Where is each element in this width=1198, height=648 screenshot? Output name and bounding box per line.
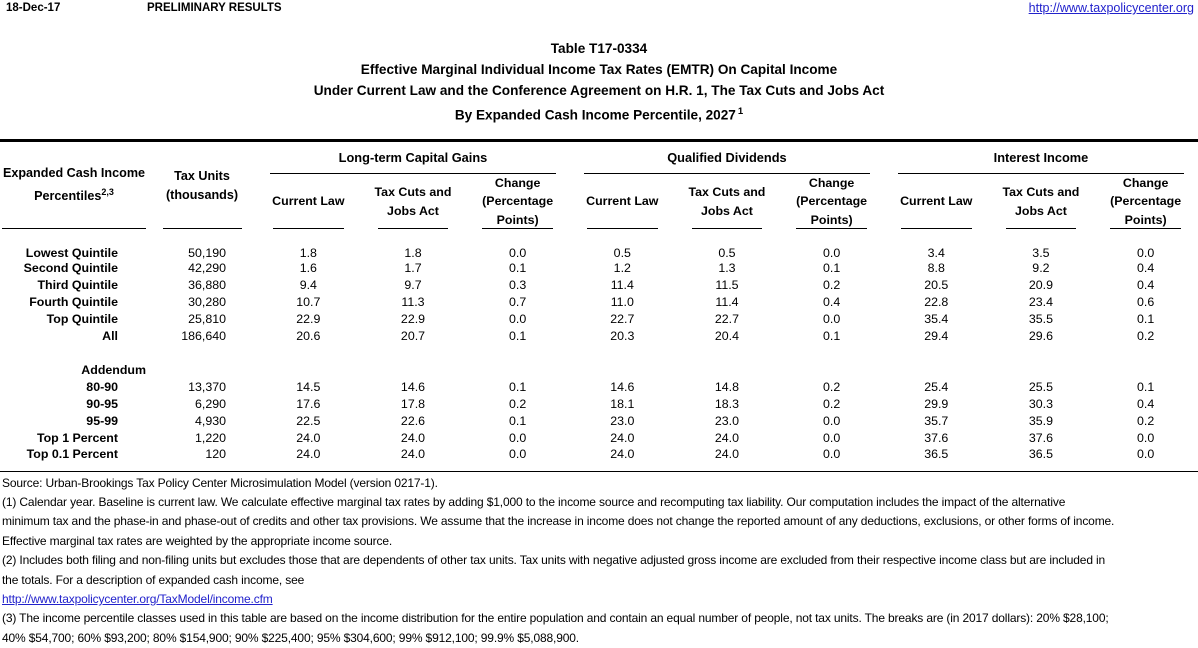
percentiles-footnote-marker: 2,3 xyxy=(101,187,114,198)
group-header-long-term-capital-gains: Long-term Capital Gains xyxy=(256,142,570,174)
value-cell: 14.6 xyxy=(610,380,635,395)
footnote-line: (1) Calendar year. Baseline is current law. We calculate effective marginal tax rates by adding $1,000 to the income source and recomputing tax liability. Our computation includes the impact of the alternative xyxy=(2,494,1066,509)
value-cell: 0.2 xyxy=(822,397,841,412)
value-cell: 9.4 xyxy=(299,278,317,293)
footnote-line: minimum tax and the phase-in and phase-out of credits and other tax provisions. We assume that the increase in income does not change the reported amount of any deductions, exclusions, or other forms of income. xyxy=(2,514,1115,529)
tax-units-cell: 120 xyxy=(205,446,226,461)
section-row xyxy=(0,362,1198,379)
row-label: Third Quintile xyxy=(37,278,118,293)
value-cell: 11.0 xyxy=(610,295,634,310)
value-cell: 1.6 xyxy=(299,261,317,276)
value-cell: 18.3 xyxy=(714,397,740,412)
value-cell: 37.6 xyxy=(924,431,949,446)
value-cell: 8.8 xyxy=(927,261,945,276)
column-header-tax-units: Tax Units (thousands) xyxy=(148,142,256,230)
value-cell: 20.7 xyxy=(400,329,426,344)
value-cell: 0.0 xyxy=(1137,245,1155,260)
footnote-line: Effective marginal tax rates are weighted by the appropriate income source. xyxy=(2,533,393,548)
value-cell: 0.0 xyxy=(822,245,841,260)
value-cell: 0.4 xyxy=(1137,397,1155,412)
value-cell: 35.4 xyxy=(924,312,949,327)
table-row xyxy=(0,379,1198,396)
column-header-interest-income-change: Change (Percentage Points) xyxy=(1110,175,1182,227)
value-cell: 0.1 xyxy=(509,414,527,429)
value-cell: 0.2 xyxy=(822,278,841,293)
group-header-qualified-dividends: Qualified Dividends xyxy=(570,142,884,174)
value-cell: 0.0 xyxy=(509,446,527,461)
header-underline xyxy=(2,228,146,229)
value-cell: 17.6 xyxy=(296,397,321,412)
column-header-long-term-capital-gains-current-law: Current Law xyxy=(256,174,361,230)
table-row xyxy=(0,260,1198,277)
value-cell: 37.6 xyxy=(1028,431,1053,446)
tax-units-cell: 25,810 xyxy=(188,312,226,327)
value-cell: 0.0 xyxy=(509,312,527,327)
row-label: Top Quintile xyxy=(46,312,118,327)
value-cell: 22.9 xyxy=(400,312,426,327)
value-cell: 0.1 xyxy=(509,380,527,395)
emtr-data-table xyxy=(0,142,1198,472)
value-cell: 0.2 xyxy=(509,397,527,412)
value-cell: 0.1 xyxy=(1137,380,1155,395)
value-cell: 22.6 xyxy=(400,414,426,429)
row-label: Fourth Quintile xyxy=(29,295,118,310)
value-cell: 0.0 xyxy=(509,431,527,446)
header-underline xyxy=(482,228,553,229)
income-definition-link[interactable]: http://www.taxpolicycenter.org/TaxModel/income.cfm xyxy=(2,591,273,606)
row-label: 90-95 xyxy=(86,397,118,412)
tax-units-cell: 4,930 xyxy=(194,414,226,429)
value-cell: 0.0 xyxy=(822,414,841,429)
table-row xyxy=(0,277,1198,294)
value-cell: 0.0 xyxy=(1137,431,1155,446)
value-cell: 23.4 xyxy=(1028,295,1053,310)
table-row xyxy=(0,311,1198,328)
value-cell: 24.0 xyxy=(610,446,635,461)
preliminary-results-label: PRELIMINARY RESULTS xyxy=(147,2,282,14)
source-line: Source: Urban-Brookings Tax Policy Center Microsimulation Model (version 0217-1). xyxy=(2,475,438,490)
value-cell: 1.2 xyxy=(613,261,631,276)
row-label: 95-99 xyxy=(86,414,118,429)
value-cell: 0.1 xyxy=(509,261,527,276)
header-underline xyxy=(273,228,344,229)
value-cell: 0.4 xyxy=(822,295,841,310)
footnotes-block xyxy=(0,474,1198,648)
value-cell: 30.3 xyxy=(1028,397,1053,412)
value-cell: 0.6 xyxy=(1137,295,1155,310)
value-cell: 0.1 xyxy=(1137,312,1155,327)
value-cell: 0.0 xyxy=(822,312,841,327)
value-cell: 0.7 xyxy=(509,295,527,310)
tax-units-cell: 1,220 xyxy=(194,431,226,446)
table-row xyxy=(0,396,1198,413)
row-label: Second Quintile xyxy=(23,261,118,276)
value-cell: 36.5 xyxy=(1028,446,1053,461)
value-cell: 11.5 xyxy=(715,278,739,293)
footnote-line: (3) The income percentile classes used in this table are based on the income distribution for the entire population and contain an equal number of people, not tax units. The breaks are (in 2017 dollars): 20% $28,100; xyxy=(2,611,1109,626)
tax-units-cell: 42,290 xyxy=(188,261,226,276)
value-cell: 0.1 xyxy=(822,329,841,344)
header-underline xyxy=(587,228,658,229)
value-cell: 0.2 xyxy=(822,380,841,395)
value-cell: 22.8 xyxy=(924,295,949,310)
tax-units-cell: 186,640 xyxy=(181,329,226,344)
table-row xyxy=(0,328,1198,345)
value-cell: 14.5 xyxy=(296,380,321,395)
value-cell: 35.9 xyxy=(1028,414,1053,429)
table-title-line-2: Under Current Law and the Conference Agreement on H.R. 1, The Tax Cuts and Jobs Act xyxy=(313,83,885,98)
footnote-line: the totals. For a description of expanded cash income, see xyxy=(2,572,305,587)
value-cell: 0.3 xyxy=(509,278,527,293)
value-cell: 11.4 xyxy=(610,278,634,293)
footnote-line: 40% $54,700; 60% $93,200; 80% $154,900; 90% $225,400; 95% $304,600; 99% $912,100; 99.9% $5,088,900. xyxy=(2,630,579,645)
value-cell: 29.6 xyxy=(1028,329,1053,344)
column-header-qualified-dividends-current-law: Current Law xyxy=(570,174,675,230)
header-underline xyxy=(163,228,242,229)
taxpolicycenter-link[interactable]: http://www.taxpolicycenter.org xyxy=(1028,1,1194,15)
value-cell: 22.5 xyxy=(296,414,321,429)
value-cell: 0.0 xyxy=(509,245,527,260)
column-header-percentiles: Expanded Cash Income Percentiles$^{2,3}$ xyxy=(0,142,148,230)
table-body xyxy=(0,230,1198,472)
value-cell: 0.2 xyxy=(1137,329,1155,344)
value-cell: 10.7 xyxy=(296,295,321,310)
row-label: Top 1 Percent xyxy=(36,431,118,446)
value-cell: 24.0 xyxy=(714,446,740,461)
value-cell: 20.4 xyxy=(714,329,740,344)
column-header-qualified-dividends-change: Change (Percentage Points) xyxy=(796,175,868,227)
value-cell: 14.6 xyxy=(400,380,426,395)
value-cell: 20.6 xyxy=(296,329,321,344)
value-cell: 23.0 xyxy=(610,414,635,429)
tax-units-cell: 50,190 xyxy=(188,245,226,260)
report-date: 18-Dec-17 xyxy=(6,2,61,14)
value-cell: 24.0 xyxy=(296,446,321,461)
table-row xyxy=(0,430,1198,447)
header-underline xyxy=(901,228,972,229)
value-cell: 23.0 xyxy=(714,414,740,429)
value-cell: 0.1 xyxy=(509,329,527,344)
value-cell: 11.3 xyxy=(401,295,425,310)
addendum-label: Addendum xyxy=(81,363,146,378)
value-cell: 29.4 xyxy=(924,329,949,344)
header-underline xyxy=(1006,228,1077,229)
value-cell: 0.5 xyxy=(718,245,736,260)
row-label: 80-90 xyxy=(86,380,118,395)
title-footnote-marker: 1 xyxy=(737,106,744,117)
group-header-interest-income: Interest Income xyxy=(884,142,1198,174)
value-cell: 20.9 xyxy=(1028,278,1053,293)
column-header-long-term-capital-gains-change: Change (Percentage Points) xyxy=(482,175,554,227)
value-cell: 1.8 xyxy=(404,245,422,260)
table-title-block xyxy=(0,38,1198,126)
value-cell: 36.5 xyxy=(924,446,949,461)
value-cell: 0.4 xyxy=(1137,278,1155,293)
value-cell: 22.9 xyxy=(296,312,321,327)
column-header-long-term-capital-gains-tax-cuts-and-jobs-act: Tax Cuts and Jobs Act xyxy=(361,174,466,230)
value-cell: 22.7 xyxy=(610,312,635,327)
value-cell: 22.7 xyxy=(714,312,740,327)
value-cell: 14.8 xyxy=(714,380,740,395)
value-cell: 0.4 xyxy=(1137,261,1155,276)
value-cell: 3.4 xyxy=(927,245,945,260)
value-cell: 24.0 xyxy=(400,431,426,446)
value-cell: 11.4 xyxy=(715,295,739,310)
table-row xyxy=(0,447,1198,472)
value-cell: 0.0 xyxy=(822,446,841,461)
value-cell: 20.3 xyxy=(610,329,635,344)
value-cell: 25.5 xyxy=(1028,380,1053,395)
row-label: All xyxy=(102,329,118,344)
value-cell: 0.0 xyxy=(822,431,841,446)
header-underline xyxy=(796,228,867,229)
value-cell: 35.7 xyxy=(924,414,949,429)
table-row xyxy=(0,413,1198,430)
tax-units-cell: 30,280 xyxy=(188,295,226,310)
footnote-line: (2) Includes both filing and non-filing units but excludes those that are dependents of other tax units. Tax units with negative adjusted gross income are excluded from their respective income class but are included in xyxy=(2,553,1106,568)
header-underline xyxy=(378,228,449,229)
table-row xyxy=(0,230,1198,260)
table-title-line-1: Effective Marginal Individual Income Tax Rates (EMTR) On Capital Income xyxy=(360,62,838,77)
spacer-row xyxy=(0,345,1198,362)
tax-units-cell: 36,880 xyxy=(188,278,226,293)
value-cell: 35.5 xyxy=(1028,312,1053,327)
header-underline xyxy=(692,228,763,229)
column-header-qualified-dividends-tax-cuts-and-jobs-act: Tax Cuts and Jobs Act xyxy=(675,174,780,230)
tax-units-cell: 13,370 xyxy=(188,380,226,395)
row-label: Top 0.1 Percent xyxy=(26,446,118,461)
tax-units-cell: 6,290 xyxy=(194,397,226,412)
value-cell: 29.9 xyxy=(924,397,949,412)
value-cell: 24.0 xyxy=(400,446,426,461)
value-cell: 1.8 xyxy=(299,245,317,260)
value-cell: 9.7 xyxy=(404,278,422,293)
page-top-bar xyxy=(0,0,1198,17)
value-cell: 0.5 xyxy=(613,245,631,260)
value-cell: 1.3 xyxy=(718,261,736,276)
value-cell: 0.1 xyxy=(822,261,841,276)
value-cell: 24.0 xyxy=(610,431,635,446)
group-header-row xyxy=(0,142,1198,174)
value-cell: 3.5 xyxy=(1032,245,1050,260)
header-underline xyxy=(1110,228,1181,229)
value-cell: 24.0 xyxy=(714,431,740,446)
table-number: Table T17-0334 xyxy=(550,41,648,56)
value-cell: 17.8 xyxy=(400,397,426,412)
value-cell: 25.4 xyxy=(924,380,949,395)
value-cell: 0.0 xyxy=(1137,446,1155,461)
table-title-line-3: By Expanded Cash Income Percentile, 2027 $^1$ xyxy=(454,106,744,123)
value-cell: 18.1 xyxy=(610,397,635,412)
value-cell: 20.5 xyxy=(924,278,949,293)
value-cell: 1.7 xyxy=(404,261,422,276)
value-cell: 24.0 xyxy=(296,431,321,446)
value-cell: 0.2 xyxy=(1137,414,1155,429)
row-label: Lowest Quintile xyxy=(25,245,118,260)
value-cell: 9.2 xyxy=(1032,261,1050,276)
column-header-interest-income-tax-cuts-and-jobs-act: Tax Cuts and Jobs Act xyxy=(989,174,1094,230)
column-header-interest-income-current-law: Current Law xyxy=(884,174,989,230)
table-row xyxy=(0,294,1198,311)
